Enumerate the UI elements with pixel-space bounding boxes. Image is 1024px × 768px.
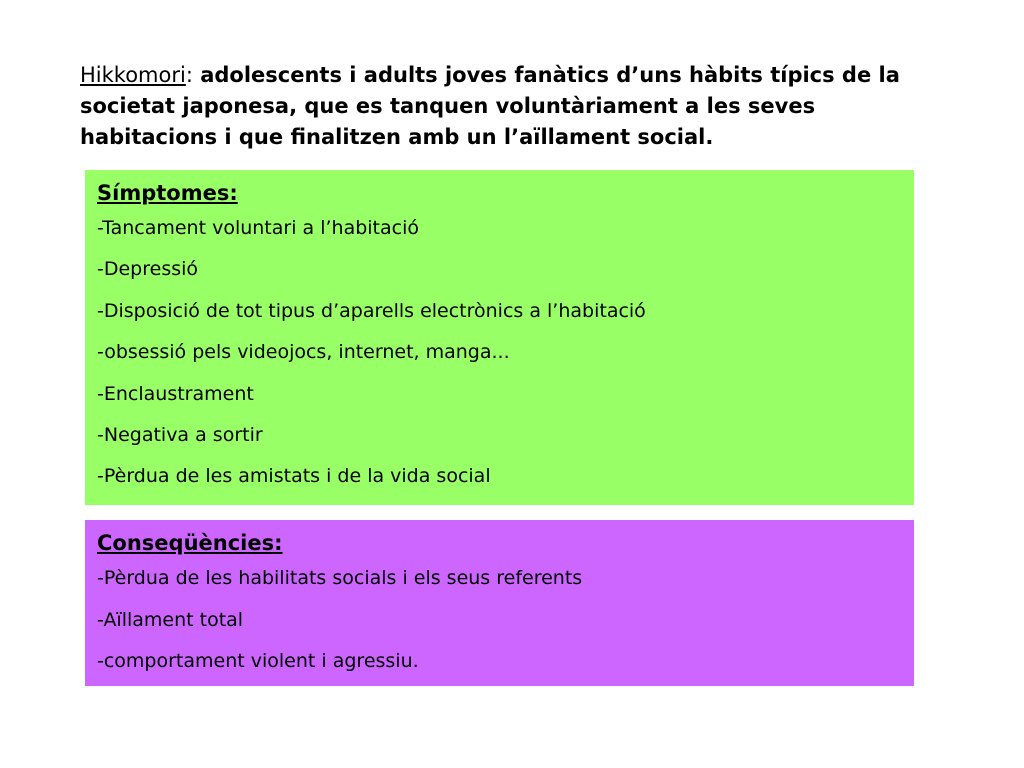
consequences-list xyxy=(97,564,902,676)
symptom-item: -obsessió pels videojocs, internet, manga... xyxy=(97,341,510,364)
definition-paragraph xyxy=(80,60,940,153)
definition-term: Hikkomori xyxy=(80,63,186,87)
definition-colon: : xyxy=(185,63,193,87)
consequence-item: -Aïllament total xyxy=(97,608,244,631)
symptoms-list xyxy=(97,214,902,491)
symptom-item: -Tancament voluntari a l’habitació xyxy=(97,217,419,239)
symptoms-heading: Símptomes: xyxy=(97,181,238,205)
consequence-item: -Pèrdua de les habilitats socials i els seus referents xyxy=(97,567,583,589)
symptom-item: -Disposició de tot tipus d’aparells electrònics a l’habitació xyxy=(97,299,646,322)
symptoms-box xyxy=(85,170,914,505)
symptom-item: -Negativa a sortir xyxy=(97,423,263,446)
consequence-item: -comportament violent i agressiu. xyxy=(97,650,419,673)
symptom-item: -Enclaustrament xyxy=(97,382,254,405)
symptom-item: -Pèrdua de les amistats i de la vida social xyxy=(97,465,491,488)
symptom-item: -Depressió xyxy=(97,258,199,281)
definition-text: adolescents i adults joves fanàtics d’uns hàbits típics de la societat japonesa, que es tanquen voluntàriament a les seves habitacions i que finalitzen amb un l’aïllament social. xyxy=(80,63,900,149)
consequences-heading: Conseqüències: xyxy=(97,531,283,555)
consequences-box xyxy=(85,520,914,686)
